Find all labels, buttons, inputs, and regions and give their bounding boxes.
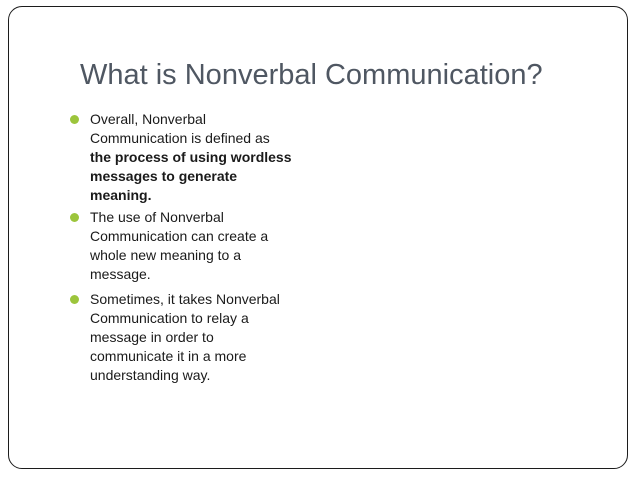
bullet-text [90,110,330,205]
bullet-line: Sometimes, it takes Nonverbal [90,291,280,307]
bullet-line: Communication can create a [90,228,269,244]
bullet-line-emphasis: meaning. [90,187,152,203]
bullet-line: whole new meaning to a [90,247,241,263]
bullet-text [90,208,330,284]
bullet-line-emphasis: messages to generate [90,168,238,184]
bullet-dot-icon [70,115,79,124]
bullet-text [90,290,330,385]
bullet-line: Communication to relay a [90,310,249,326]
bullet-line: understanding way. [90,367,211,383]
bullet-line: message in order to [90,329,214,345]
slide-title: What is Nonverbal Communication? [80,59,543,91]
bullet-dot-icon [70,295,79,304]
bullet-line: Overall, Nonverbal [90,111,206,127]
bullet-line: communicate it in a more [90,348,247,364]
bullet-line: The use of Nonverbal [90,209,224,225]
bullet-line-emphasis: the process of using wordless [90,149,292,165]
bullet-dot-icon [70,213,79,222]
bullet-line: Communication is defined as [90,130,270,146]
bullet-line: message. [90,266,151,282]
